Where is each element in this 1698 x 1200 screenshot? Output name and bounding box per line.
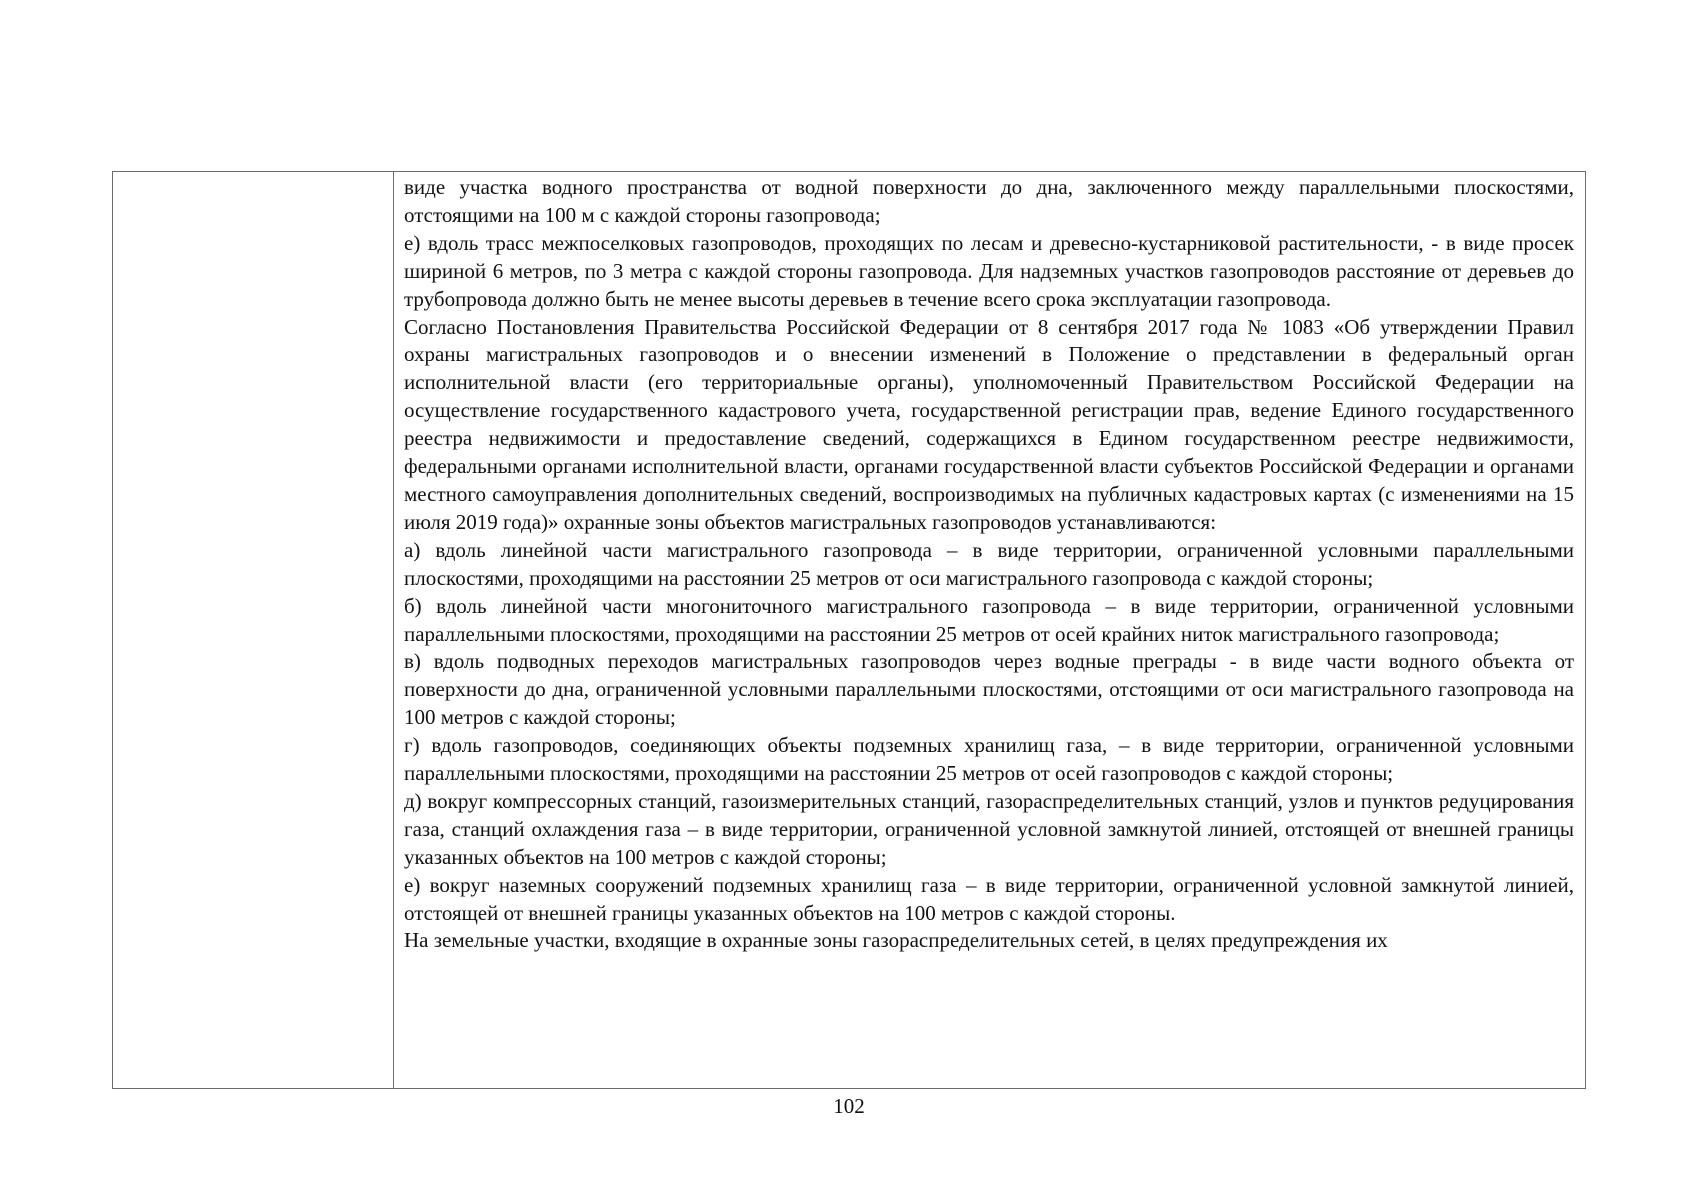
paragraph-item-e: е) вокруг наземных сооружений подземных хранилищ газа – в виде территории, ограниченной условной замкнутой линией, отстоящей от внешней границы указанных объектов на 100 метров с каждой стороны. bbox=[404, 872, 1574, 925]
paragraph-water-section-continuation: виде участка водного пространства от водной поверхности до дна, заключенного между параллельными плоскостями, отстоящими на 100 м с каждой стороны газопровода; bbox=[404, 175, 1574, 227]
paragraph-forest-clearings: е) вдоль трасс межпоселковых газопроводов, проходящих по лесам и древесно-кустарниковой растительности, - в виде просек шириной 6 метров, по 3 метра с каждой стороны газопровода. Для надземных участков газопроводов расстояние от деревьев до трубопровода должно быть не менее высоты деревьев в течение всего срока эксплуатации газопровода. bbox=[404, 230, 1574, 311]
paragraph-item-a: а) вдоль линейной части магистрального газопровода – в виде территории, ограниченной условными параллельными плоскостями, проходящими на расстоянии 25 метров от оси магистрального газопровода с каждой стороны; bbox=[404, 537, 1574, 590]
table-right-cell bbox=[394, 172, 1585, 1088]
paragraph-item-d: д) вокруг компрессорных станций, газоизмерительных станций, газораспределительных станций, узлов и пунктов редуцирования газа, станций охлаждения газа – в виде территории, ограниченной условной замкнутой линией, отстоящей от внешней границы указанных объектов на 100 метров с каждой стороны; bbox=[404, 788, 1574, 869]
document-table bbox=[112, 171, 1586, 1089]
table-left-cell bbox=[113, 172, 394, 1088]
paragraph-item-b: б) вдоль линейной части многониточного магистрального газопровода – в виде территории, ограниченной условными параллельными плоскостями, проходящими на расстоянии 25 метров от осей крайних ниток магистрального газопровода; bbox=[404, 593, 1574, 646]
paragraph-government-decree: Согласно Постановления Правительства Российской Федерации от 8 сентября 2017 года № 1083 «Об утверждении Правил охраны магистральных газопроводов и о внесении изменений в Положение о представлении в федеральный орган исполнительной власти (его территориальные органы), уполномоченный Правительством Российской Федерации на осуществление государственного кадастрового учета, государственной регистрации прав, ведение Единого государственного реестра недвижимости и предоставление сведений, содержащихся в Едином государственном реестре недвижимости, федеральными органами исполнительной власти, органами государственной власти субъектов Российской Федерации и органами местного самоуправления дополнительных сведений, воспроизводимых на публичных кадастровых картах (с изменениями на 15 июля 2019 года)» охранные зоны объектов магистральных газопроводов устанавливаются: bbox=[404, 314, 1574, 534]
page-number: 102 bbox=[833, 1094, 865, 1118]
paragraph-item-v: в) вдоль подводных переходов магистральных газопроводов через водные преграды - в виде части водного объекта от поверхности до дна, ограниченной условными параллельными плоскостями, отстоящими от оси магистрального газопровода на 100 метров с каждой стороны; bbox=[404, 649, 1574, 730]
paragraph-item-g: г) вдоль газопроводов, соединяющих объекты подземных хранилищ газа, – в виде территории, ограниченной условными параллельными плоскостями, проходящими на расстоянии 25 метров от осей газопроводов с каждой стороны; bbox=[404, 733, 1574, 786]
paragraph-land-plots: На земельные участки, входящие в охранные зоны газораспределительных сетей, в целях предупреждения их bbox=[404, 928, 1388, 953]
